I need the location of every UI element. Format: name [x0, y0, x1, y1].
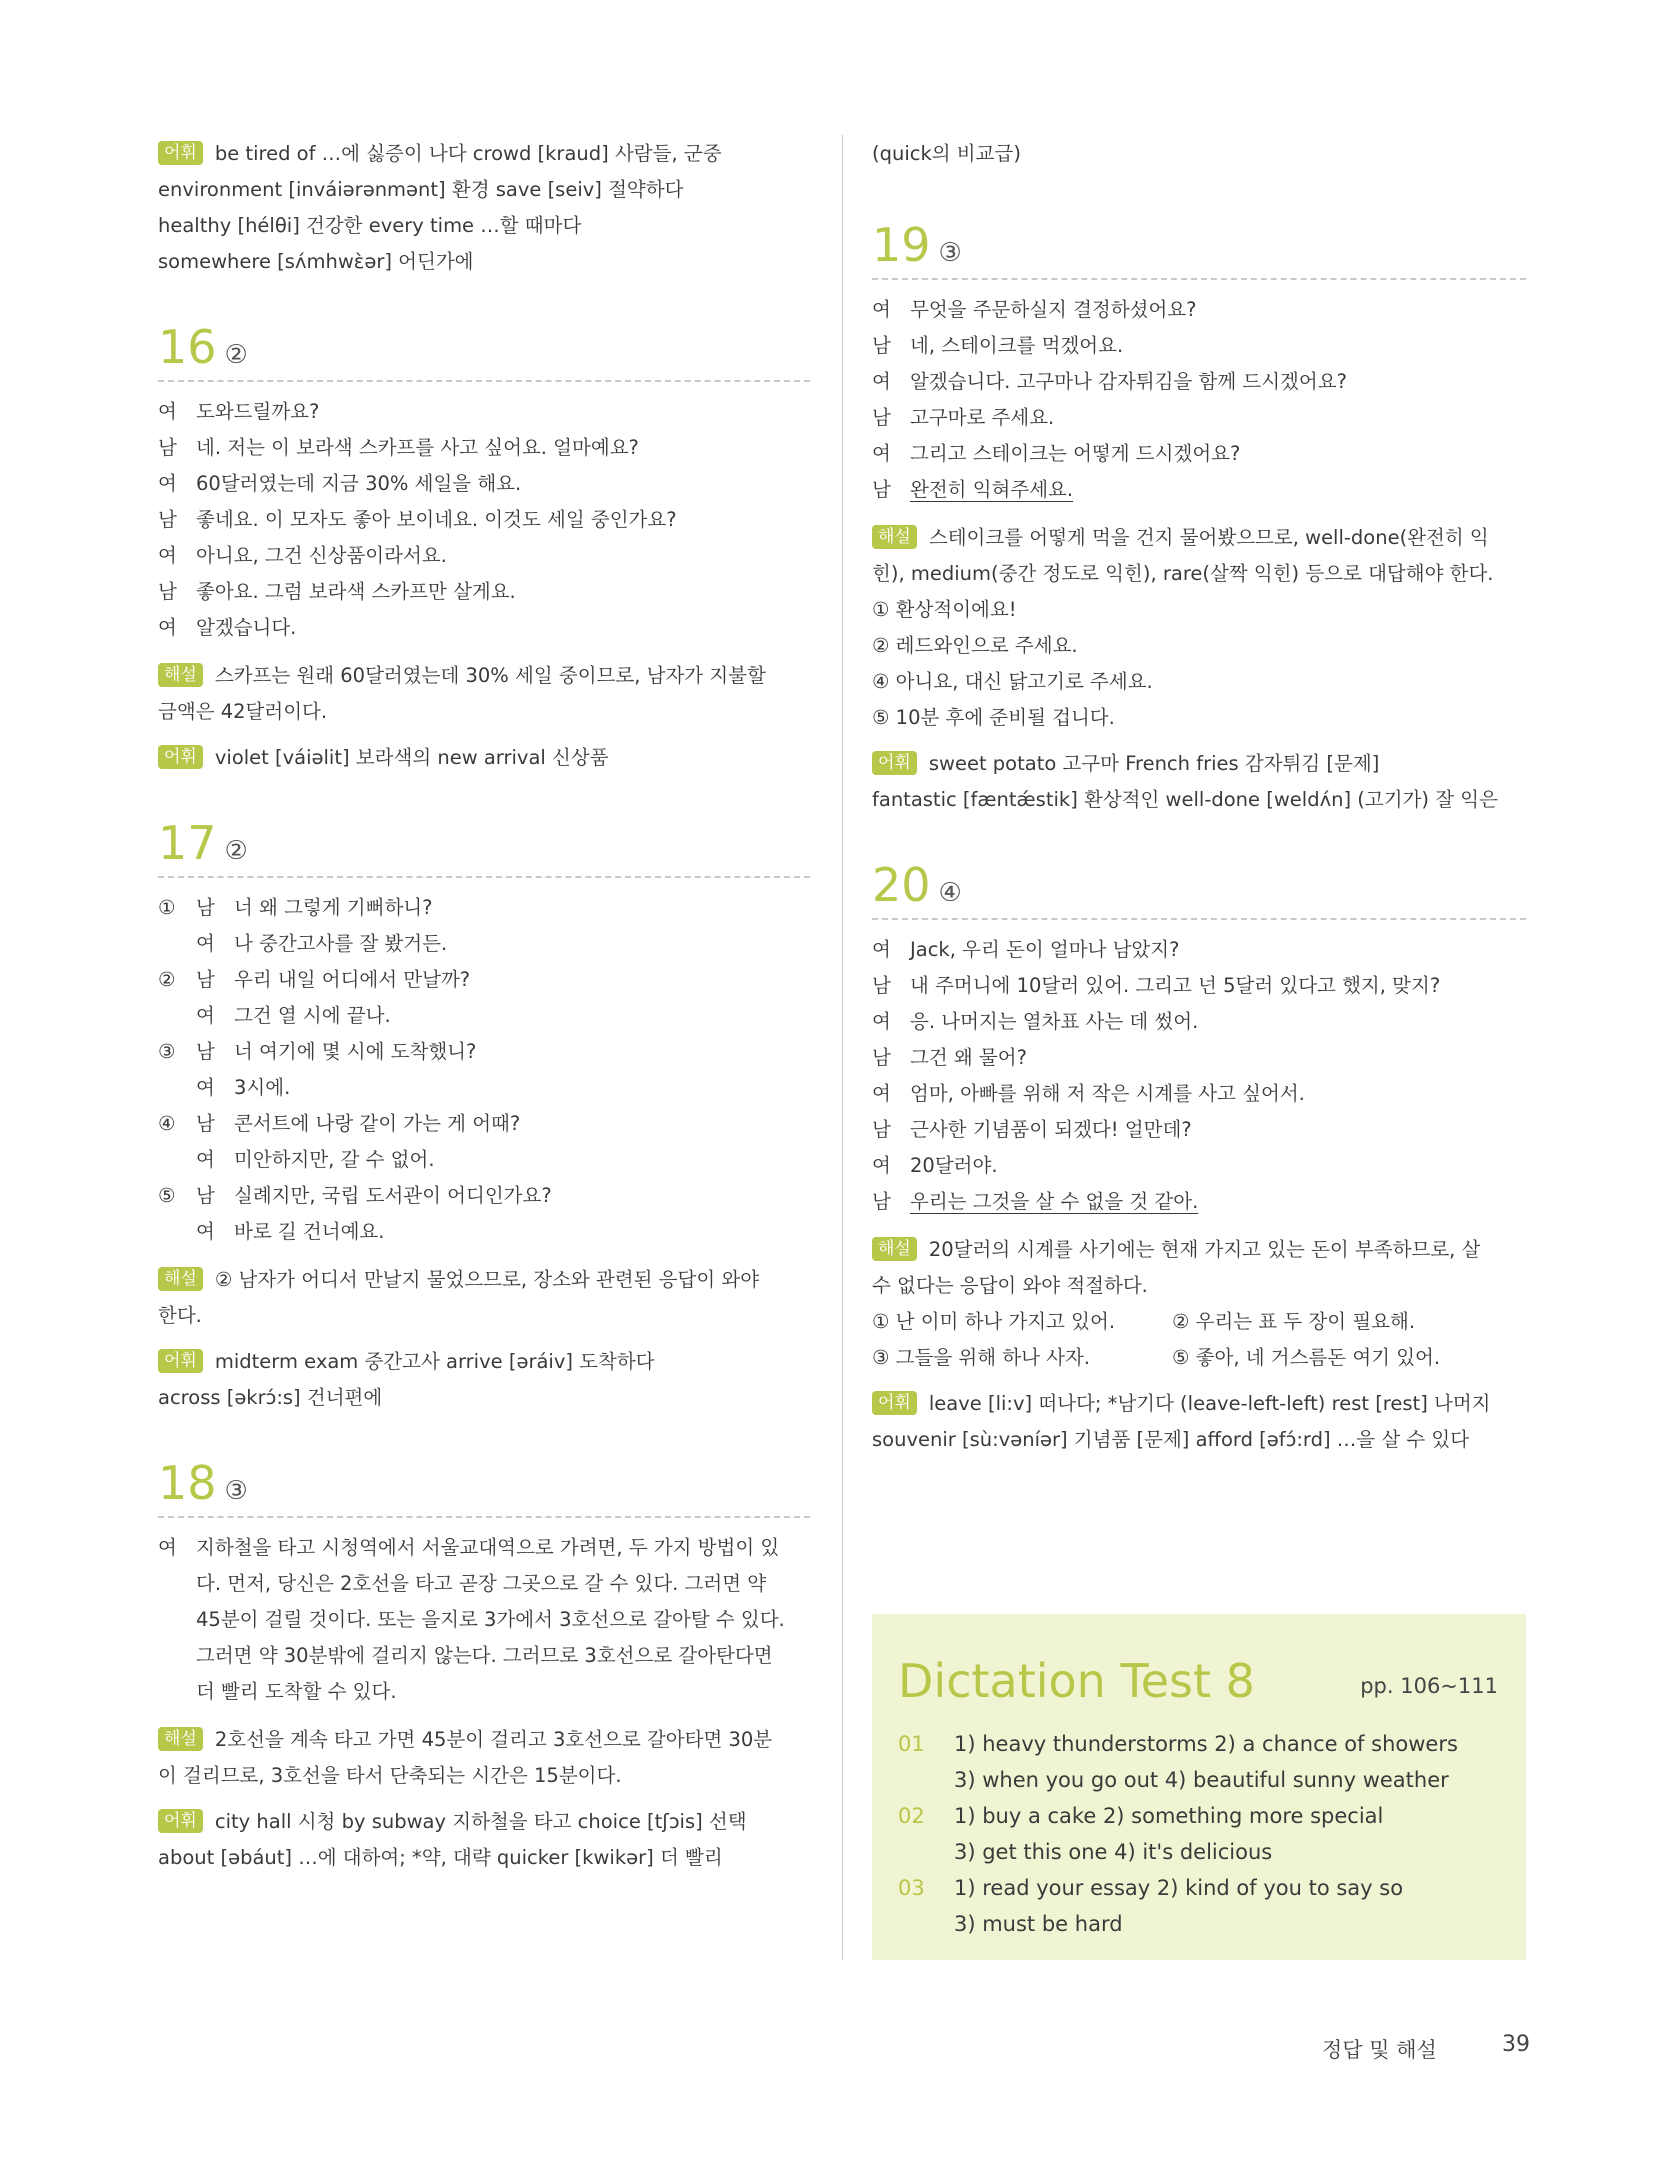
- dialogue-line: 남 내 주머니에 10달러 있어. 그리고 넌 5달러 있다고 했지, 맞지?: [872, 974, 1441, 997]
- question-16: [158, 320, 810, 776]
- vocab-tag: 어휘: [158, 141, 203, 165]
- option-line: 여 바로 길 건너예요.: [196, 1220, 385, 1243]
- dialogue-line: 여 알겠습니다. 고구마나 감자튀김을 함께 드시겠어요?: [872, 370, 1347, 393]
- option-line: 여 나 중간고사를 잘 봤거든.: [196, 932, 448, 955]
- vocab-tag: 어휘: [158, 1809, 203, 1833]
- vocabulary: 어휘 midterm exam 중간고사 arrive [əráiv] 도착하다 across [əkrɔ́:s] 건너편에: [158, 1350, 655, 1409]
- dictation-test-box: [872, 1614, 1526, 1960]
- dialogue-line: 남 좋아요. 그럼 보라색 스카프만 살게요.: [158, 580, 516, 603]
- dialogue-line: 남 완전히 익혀주세요.: [872, 472, 1526, 508]
- option-line: 여 그건 열 시에 끝나.: [196, 1004, 391, 1027]
- option-line: ① 남 너 왜 그렇게 기뻐하니?: [158, 896, 433, 919]
- answer-mark: ④: [938, 878, 962, 908]
- dialogue-line: 남 네, 스테이크를 먹겠어요.: [872, 334, 1124, 357]
- option-row: ① 난 이미 하나 가지고 있어. ② 우리는 표 두 장이 필요해.: [872, 1310, 1416, 1333]
- dialogue-line: 여 도와드릴까요?: [158, 400, 320, 423]
- right-column: [872, 136, 1526, 1468]
- answer-line: 완전히 익혀주세요.: [910, 478, 1074, 501]
- answer-mark: ③: [224, 1476, 248, 1506]
- explanation: 해설 ② 남자가 어디서 만날지 물었으므로, 장소와 관련된 응답이 와야 한다.: [158, 1268, 760, 1327]
- explanation-tag: 해설: [872, 525, 917, 549]
- dialogue-line: 여 Jack, 우리 돈이 얼마나 남았지?: [872, 938, 1180, 961]
- dashed-rule: [872, 278, 1526, 280]
- dialogue-line: 여 아니요, 그건 신상품이라서요.: [158, 544, 447, 567]
- explanation-tag: 해설: [158, 1267, 203, 1291]
- explanation-tag: 해설: [158, 1727, 203, 1751]
- vocab-line: healthy [hélθi] 건강한 every time …할 때마다: [158, 214, 582, 237]
- dashed-rule: [872, 918, 1526, 920]
- continued-text: (quick의 비교급): [872, 142, 1021, 165]
- vocab-tag: 어휘: [158, 745, 203, 769]
- vocab-line: environment [inváiərənmənt] 환경 save [seiv] 절약하다: [158, 178, 684, 201]
- vocabulary: 어휘 violet [váiəlit] 보라색의 new arrival 신상품: [158, 740, 810, 776]
- explanation: 해설 20달러의 시계를 사기에는 현재 가지고 있는 돈이 부족하므로, 살 수 없다는 응답이 와야 적절하다. ① 난 이미 하나 가지고 있어. ② 우리는 표 두 장이 필요해. ③ 그들을 위해 하나 사자. ⑤ 좋아, 네 거스름돈 여기 있어.: [872, 1232, 1526, 1376]
- question-number: 16: [158, 320, 217, 374]
- dialogue-line: 남 근사한 기념품이 되겠다! 얼만데?: [872, 1118, 1192, 1141]
- option-row: ③ 그들을 위해 하나 사자. ⑤ 좋아, 네 거스름돈 여기 있어.: [872, 1346, 1441, 1369]
- footer-section-label: 정답 및 해설: [1322, 2038, 1437, 2062]
- left-column: [158, 136, 810, 1886]
- explanation-tag: 해설: [872, 1237, 917, 1261]
- option-line: ④ 남 콘서트에 나랑 같이 가는 게 어때?: [158, 1112, 521, 1135]
- dictation-pages: pp. 106~111: [1360, 1674, 1498, 1698]
- question-20: [872, 858, 1526, 1458]
- dictation-item: 01 1) heavy thunderstorms 2) a chance of showers 3) when you go out 4) beautiful sunny weather: [898, 1732, 1458, 1792]
- dialogue-line: 남 우리는 그것을 살 수 없을 것 같아.: [872, 1184, 1526, 1220]
- explanation: 해설 스카프는 원래 60달러였는데 30% 세일 중이므로, 남자가 지불할 금액은 42달러이다.: [158, 664, 766, 723]
- dashed-rule: [158, 876, 810, 878]
- question-19: [872, 218, 1526, 818]
- dashed-rule: [158, 380, 810, 382]
- dialogue-line: 남 고구마로 주세요.: [872, 406, 1055, 429]
- answer-mark: ②: [224, 836, 248, 866]
- question-17: [158, 816, 810, 1416]
- answer-line: 우리는 그것을 살 수 없을 것 같아.: [910, 1190, 1199, 1213]
- dialogue-line: 여 무엇을 주문하실지 결정하셨어요?: [872, 298, 1197, 321]
- answer-mark: ②: [224, 340, 248, 370]
- dialogue-line: 여 알겠습니다.: [158, 616, 297, 639]
- monologue: 여 지하철을 타고 시청역에서 서울교대역으로 가려면, 두 가지 방법이 있 다. 먼저, 당신은 2호선을 타고 곧장 그곳으로 갈 수 있다. 그러면 약 45분이 걸릴 것이다. 또는 을지로 3가에서 3호선으로 갈아탈 수 있다. 그러면 약 30분밖에 걸리지 않는다. 그러므로 3호선으로 갈아탄다면 더 빨리 도착할 수 있다.: [158, 1536, 785, 1703]
- explanation-tag: 해설: [158, 663, 203, 687]
- dialogue-line: 남 좋네요. 이 모자도 좋아 보이네요. 이것도 세일 중인가요?: [158, 508, 677, 531]
- dictation-item: 02 1) buy a cake 2) something more special 3) get this one 4) it's delicious: [898, 1804, 1384, 1864]
- page-number: 39: [1502, 2032, 1530, 2057]
- dialogue-line: 남 그건 왜 물어?: [872, 1046, 1027, 1069]
- question-number: 20: [872, 858, 931, 912]
- question-number: 19: [872, 218, 931, 272]
- vocab-line: be tired of …에 싫증이 나다 crowd [kraud] 사람들, 군중: [214, 142, 722, 165]
- column-divider: [842, 135, 843, 1960]
- dialogue-line: 여 그리고 스테이크는 어떻게 드시겠어요?: [872, 442, 1241, 465]
- vocabulary: 어휘 city hall 시청 by subway 지하철을 타고 choice [tʃɔis] 선택 about [əbáut] …에 대하여; *약, 대략 quicker [kwikər] 더 빨리: [158, 1810, 747, 1869]
- vocab-line: somewhere [sʌ́mhwὲər] 어딘가에: [158, 250, 474, 273]
- dashed-rule: [158, 1516, 810, 1518]
- dialogue-line: 여 20달러야.: [872, 1154, 998, 1177]
- option-line: ② 남 우리 내일 어디에서 만날까?: [158, 968, 471, 991]
- question-number: 17: [158, 816, 217, 870]
- answer-mark: ③: [938, 238, 962, 268]
- dialogue-line: 여 응. 나머지는 열차표 사는 데 썼어.: [872, 1010, 1199, 1033]
- dictation-item: 03 1) read your essay 2) kind of you to say so 3) must be hard: [898, 1876, 1404, 1936]
- vocab-tag: 어휘: [872, 1391, 917, 1415]
- vocabulary: 어휘 leave [li:v] 떠나다; *남기다 (leave-left-left) rest [rest] 나머지 souvenir [sù:vəníər] 기념품 [문제] afford [əfɔ́:rd] …을 살 수 있다: [872, 1392, 1491, 1451]
- question-number: 18: [158, 1456, 217, 1510]
- vocab-tag: 어휘: [158, 1349, 203, 1373]
- explanation: 해설 스테이크를 어떻게 먹을 건지 물어봤으므로, well-done(완전히 익 힌), medium(중간 정도로 익힌), rare(살짝 익힌) 등으로 대답해야 한다. ① 환상적이에요! ② 레드와인으로 주세요. ④ 아니요, 대신 닭고기로 주세요. ⑤ 10분 후에 준비될 겁니다.: [872, 526, 1494, 729]
- option-line: ⑤ 남 실례지만, 국립 도서관이 어디인가요?: [158, 1184, 552, 1207]
- vocab-top: [158, 136, 810, 280]
- option-line: ③ 남 너 여기에 몇 시에 도착했니?: [158, 1040, 477, 1063]
- vocab-tag: 어휘: [872, 751, 917, 775]
- dialogue-line: 남 네. 저는 이 보라색 스카프를 사고 싶어요. 얼마예요?: [158, 436, 639, 459]
- dialogue-line: 여 60달러였는데 지금 30% 세일을 해요.: [158, 472, 522, 495]
- option-line: 여 3시에.: [196, 1076, 291, 1099]
- explanation: 해설 2호선을 계속 타고 가면 45분이 걸리고 3호선으로 갈아타면 30분 이 걸리므로, 3호선을 타서 단축되는 시간은 15분이다.: [158, 1728, 773, 1787]
- dictation-title: Dictation Test 8: [898, 1654, 1255, 1708]
- option-line: 여 미안하지만, 갈 수 없어.: [196, 1148, 435, 1171]
- dictation-list: [898, 1726, 1506, 1942]
- question-18: [158, 1456, 810, 1876]
- dialogue-line: 여 엄마, 아빠를 위해 저 작은 시계를 사고 싶어서.: [872, 1082, 1305, 1105]
- vocabulary: 어휘 sweet potato 고구마 French fries 감자튀김 [문제] fantastic [fæntǽstik] 환상적인 well-done [weldʌ́n] (고기가) 잘 익은: [872, 752, 1498, 811]
